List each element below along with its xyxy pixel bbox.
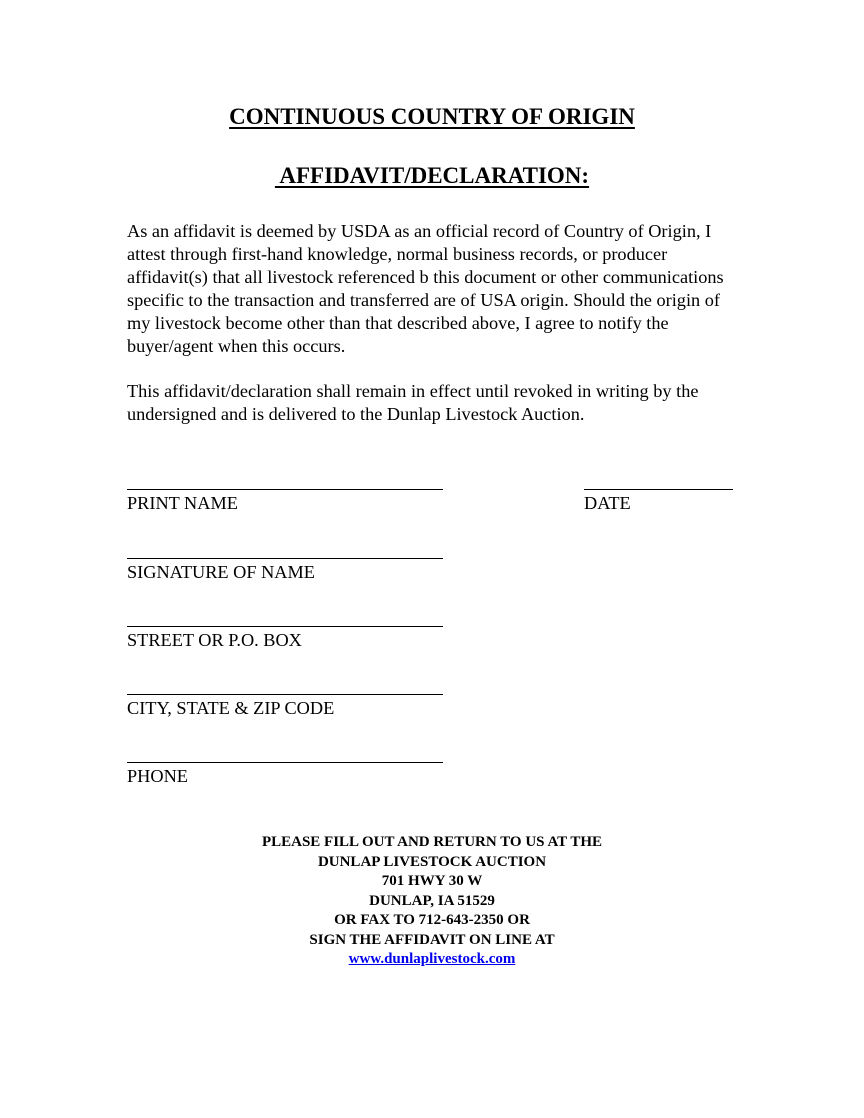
phone-line[interactable]: [127, 762, 443, 763]
city-state-zip-label: CITY, STATE & ZIP CODE: [127, 698, 335, 718]
phone-label: PHONE: [127, 766, 188, 786]
title-line-1: CONTINUOUS COUNTRY OF ORIGIN: [229, 104, 635, 129]
footer-line-5: OR FAX TO 712-643-2350 OR: [334, 912, 530, 928]
affidavit-paragraph-2: This affidavit/declaration shall remain in effect until revoked in writing by the undersigned and is delivered to the Dunlap Livestock Auction.: [127, 381, 699, 424]
affidavit-paragraph-1: As an affidavit is deemed by USDA as an official record of Country of Origin, I attest through first-hand knowledge, normal business records, or producer affidavit(s) that all livestock referenced b this document or other communications specific to the transaction and transferred are of USA origin. Should the origin of my livestock become other than that described above, I agree to notify the buyer/agent when this occurs.: [127, 221, 724, 356]
street-line[interactable]: [127, 626, 443, 627]
print-name-label: PRINT NAME: [127, 493, 238, 513]
footer-line-4: DUNLAP, IA 51529: [369, 892, 495, 909]
footer-line-6: SIGN THE AFFIDAVIT ON LINE AT: [309, 931, 555, 948]
website-link[interactable]: www.dunlaplivestock.com: [348, 951, 516, 967]
city-state-zip-line[interactable]: [127, 694, 443, 695]
street-label: STREET OR P.O. BOX: [127, 630, 302, 650]
title-line-2: AFFIDAVIT/DECLARATION:: [274, 163, 590, 188]
footer-line-1: PLEASE FILL OUT AND RETURN TO US AT THE: [261, 834, 603, 850]
return-instructions: [0, 833, 864, 970]
date-label: DATE: [584, 493, 631, 513]
signature-line[interactable]: [127, 558, 443, 559]
signature-label: SIGNATURE OF NAME: [127, 562, 315, 582]
footer-line-2: DUNLAP LIVESTOCK AUCTION: [317, 853, 547, 870]
footer-line-3: 701 HWY 30 W: [381, 873, 483, 889]
print-name-line[interactable]: [127, 489, 443, 490]
date-line[interactable]: [584, 489, 733, 490]
